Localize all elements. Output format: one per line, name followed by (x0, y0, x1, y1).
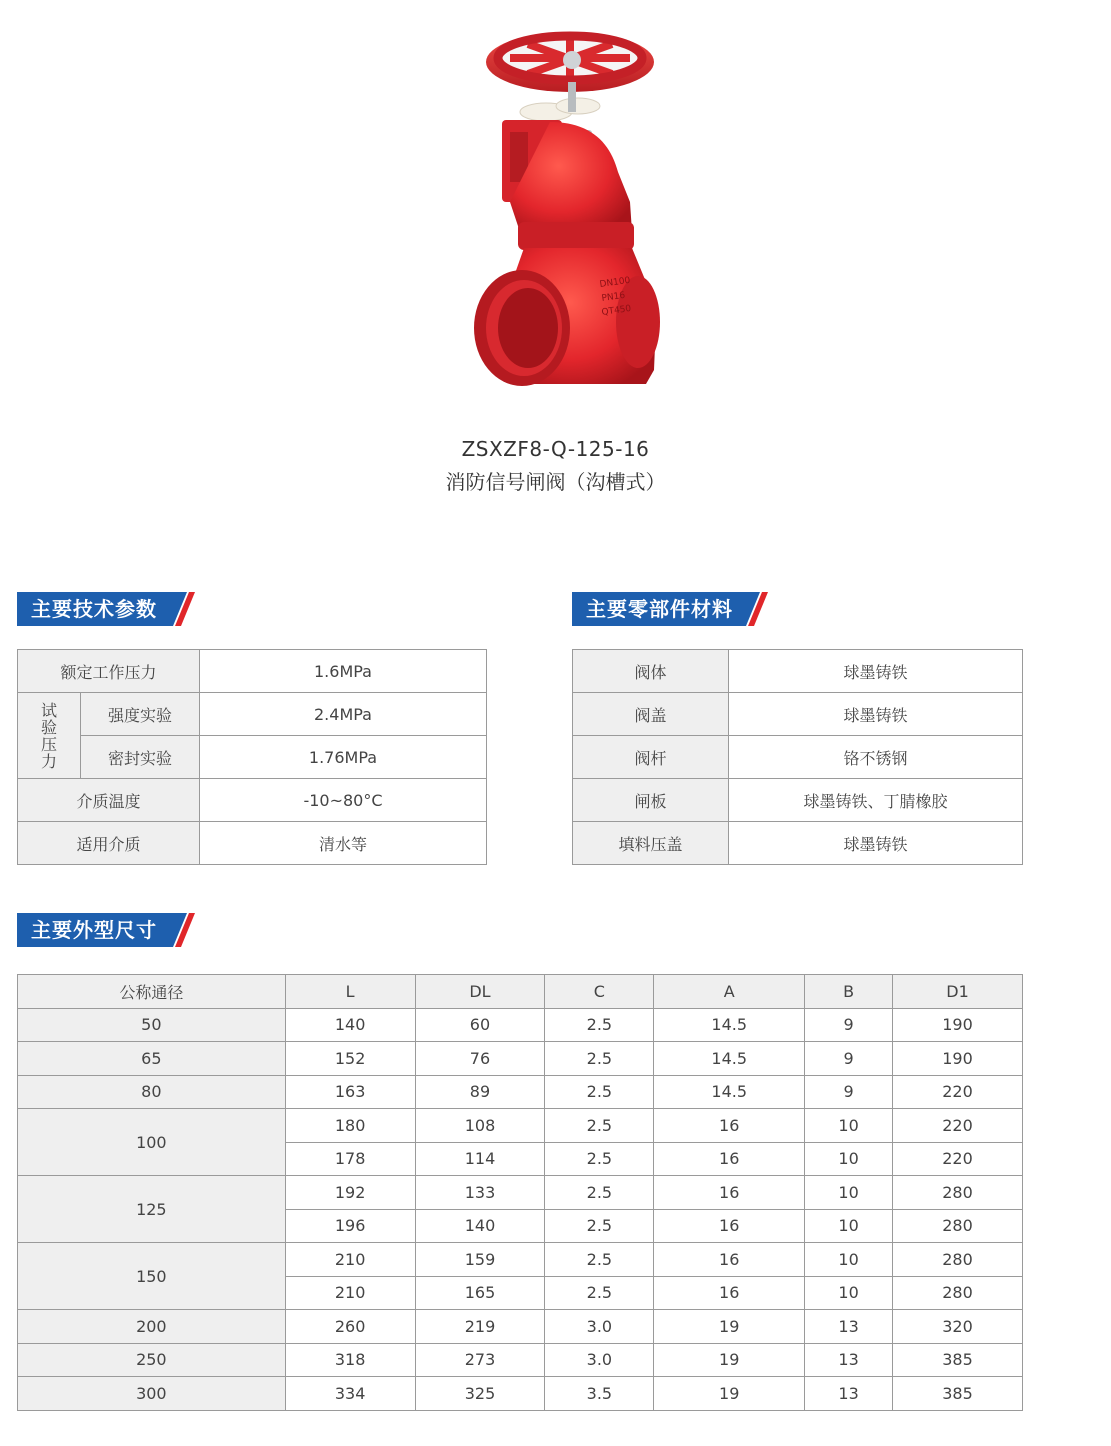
pipe-opening (474, 270, 570, 386)
section-title-dims-text: 主要外型尺寸 (31, 918, 157, 942)
dimension-cell: 19 (654, 1310, 805, 1344)
strength-test-label: 强度实验 (81, 693, 200, 736)
dimension-cell: 108 (415, 1109, 545, 1143)
dimension-cell: 165 (415, 1276, 545, 1310)
table-row (18, 1343, 1023, 1377)
tech-params-table (17, 649, 487, 865)
table-row (573, 650, 1023, 693)
dimension-cell: 13 (805, 1310, 893, 1344)
dimension-cell: 14.5 (654, 1042, 805, 1076)
dimension-cell: 140 (285, 1008, 415, 1042)
dimension-cell: 210 (285, 1276, 415, 1310)
dimension-cell: 3.5 (545, 1377, 654, 1411)
dimension-cell: 192 (285, 1176, 415, 1210)
column-header: 公称通径 (18, 975, 286, 1009)
part-name-cell: 阀杆 (573, 736, 729, 779)
column-header: C (545, 975, 654, 1009)
table-row (18, 779, 487, 822)
dimension-cell: 210 (285, 1243, 415, 1277)
rated-pressure-label: 额定工作压力 (18, 650, 200, 693)
material-cell: 铬不锈钢 (729, 736, 1023, 779)
table-row (18, 1042, 1023, 1076)
table-row (18, 736, 487, 779)
dimension-cell: 2.5 (545, 1243, 654, 1277)
dimension-cell: 219 (415, 1310, 545, 1344)
part-name-cell: 填料压盖 (573, 822, 729, 865)
dimension-cell: 13 (805, 1343, 893, 1377)
dimension-cell: 19 (654, 1343, 805, 1377)
dimension-cell: 10 (805, 1109, 893, 1143)
section-title-tech (17, 592, 195, 626)
dimension-cell: 159 (415, 1243, 545, 1277)
dimension-cell: 385 (893, 1377, 1023, 1411)
dimension-cell: 10 (805, 1276, 893, 1310)
part-name-cell: 阀体 (573, 650, 729, 693)
medium-label: 适用介质 (18, 822, 200, 865)
dimension-cell: 140 (415, 1209, 545, 1243)
column-header: B (805, 975, 893, 1009)
dimension-cell: 13 (805, 1377, 893, 1411)
dimension-cell: 178 (285, 1142, 415, 1176)
dimension-cell: 260 (285, 1310, 415, 1344)
body-marking: DN100 (599, 275, 631, 290)
dimension-cell: 16 (654, 1276, 805, 1310)
table-row (18, 650, 487, 693)
dimension-cell: 16 (654, 1109, 805, 1143)
materials-table (572, 649, 1023, 865)
nominal-diameter-cell: 300 (18, 1377, 286, 1411)
dimension-cell: 89 (415, 1075, 545, 1109)
table-row (18, 1008, 1023, 1042)
part-name-cell: 闸板 (573, 779, 729, 822)
dimension-cell: 19 (654, 1377, 805, 1411)
dimension-cell: 273 (415, 1343, 545, 1377)
dimension-cell: 196 (285, 1209, 415, 1243)
body-marking: QT450 (601, 303, 632, 318)
dimension-cell: 2.5 (545, 1209, 654, 1243)
dimension-cell: 2.5 (545, 1176, 654, 1210)
body-marking: PN16 (601, 290, 626, 304)
dimension-cell: 318 (285, 1343, 415, 1377)
dimension-cell: 2.5 (545, 1042, 654, 1076)
dimension-cell: 114 (415, 1142, 545, 1176)
gate-valve-illustration (450, 22, 690, 402)
dimension-cell: 2.5 (545, 1109, 654, 1143)
dimension-cell: 3.0 (545, 1310, 654, 1344)
seal-test-value: 1.76MPa (200, 736, 487, 779)
column-header: DL (415, 975, 545, 1009)
dimension-cell: 2.5 (545, 1008, 654, 1042)
material-cell: 球墨铸铁 (729, 822, 1023, 865)
dimension-cell: 220 (893, 1075, 1023, 1109)
dimension-cell: 16 (654, 1209, 805, 1243)
nominal-diameter-cell: 125 (18, 1176, 286, 1243)
temperature-value: -10~80°C (200, 779, 487, 822)
section-title-dims (17, 913, 195, 947)
dimension-cell: 133 (415, 1176, 545, 1210)
dimension-cell: 280 (893, 1243, 1023, 1277)
dimension-cell: 10 (805, 1243, 893, 1277)
dimension-cell: 9 (805, 1008, 893, 1042)
dimension-cell: 60 (415, 1008, 545, 1042)
material-cell: 球墨铸铁 (729, 650, 1023, 693)
column-header: D1 (893, 975, 1023, 1009)
dimension-cell: 2.5 (545, 1276, 654, 1310)
dimension-cell: 280 (893, 1209, 1023, 1243)
dimension-cell: 280 (893, 1276, 1023, 1310)
product-image (450, 22, 690, 402)
nominal-diameter-cell: 150 (18, 1243, 286, 1310)
dimension-cell: 385 (893, 1343, 1023, 1377)
nominal-diameter-cell: 80 (18, 1075, 286, 1109)
seal-test-label: 密封实验 (81, 736, 200, 779)
table-row (573, 693, 1023, 736)
rated-pressure-value: 1.6MPa (200, 650, 487, 693)
dimension-cell: 9 (805, 1075, 893, 1109)
dimension-cell: 16 (654, 1142, 805, 1176)
dimension-cell: 220 (893, 1109, 1023, 1143)
dimensions-table (17, 974, 1023, 1411)
table-header-row (18, 975, 1023, 1009)
table-row (18, 693, 487, 736)
dimension-cell: 10 (805, 1209, 893, 1243)
table-row (18, 1176, 1023, 1210)
dimension-cell: 16 (654, 1176, 805, 1210)
part-name-cell: 阀盖 (573, 693, 729, 736)
nominal-diameter-cell: 100 (18, 1109, 286, 1176)
dimension-cell: 280 (893, 1176, 1023, 1210)
section-title-materials (572, 592, 768, 626)
temperature-label: 介质温度 (18, 779, 200, 822)
dimension-cell: 220 (893, 1142, 1023, 1176)
table-row (18, 822, 487, 865)
table-row (18, 1075, 1023, 1109)
dimension-cell: 3.0 (545, 1343, 654, 1377)
nominal-diameter-cell: 65 (18, 1042, 286, 1076)
dimension-cell: 16 (654, 1243, 805, 1277)
nominal-diameter-cell: 50 (18, 1008, 286, 1042)
section-title-materials-text: 主要零部件材料 (586, 597, 733, 621)
medium-value: 清水等 (200, 822, 487, 865)
dimension-cell: 14.5 (654, 1075, 805, 1109)
dimension-cell: 152 (285, 1042, 415, 1076)
strength-test-value: 2.4MPa (200, 693, 487, 736)
dimension-cell: 190 (893, 1008, 1023, 1042)
table-row (573, 822, 1023, 865)
dimension-cell: 76 (415, 1042, 545, 1076)
dimension-cell: 320 (893, 1310, 1023, 1344)
table-row (573, 736, 1023, 779)
table-row (18, 1377, 1023, 1411)
dimension-cell: 180 (285, 1109, 415, 1143)
column-header: L (285, 975, 415, 1009)
dimension-cell: 190 (893, 1042, 1023, 1076)
dimension-cell: 9 (805, 1042, 893, 1076)
nominal-diameter-cell: 200 (18, 1310, 286, 1344)
product-model: ZSXZF8-Q-125-16 (461, 437, 650, 461)
column-header: A (654, 975, 805, 1009)
material-cell: 球墨铸铁 (729, 693, 1023, 736)
dimension-cell: 10 (805, 1142, 893, 1176)
table-row (573, 779, 1023, 822)
table-row (18, 1109, 1023, 1143)
nominal-diameter-cell: 250 (18, 1343, 286, 1377)
dimension-cell: 14.5 (654, 1008, 805, 1042)
section-title-tech-text: 主要技术参数 (31, 597, 157, 621)
test-pressure-group: 试验压力 (18, 693, 81, 779)
table-row (18, 1310, 1023, 1344)
dimension-cell: 2.5 (545, 1075, 654, 1109)
dimension-cell: 325 (415, 1377, 545, 1411)
product-name: 消防信号闸阀（沟槽式） (445, 470, 666, 494)
table-row (18, 1243, 1023, 1277)
dimension-cell: 2.5 (545, 1142, 654, 1176)
dimension-cell: 163 (285, 1075, 415, 1109)
material-cell: 球墨铸铁、丁腈橡胶 (729, 779, 1023, 822)
dimension-cell: 334 (285, 1377, 415, 1411)
dimension-cell: 10 (805, 1176, 893, 1210)
